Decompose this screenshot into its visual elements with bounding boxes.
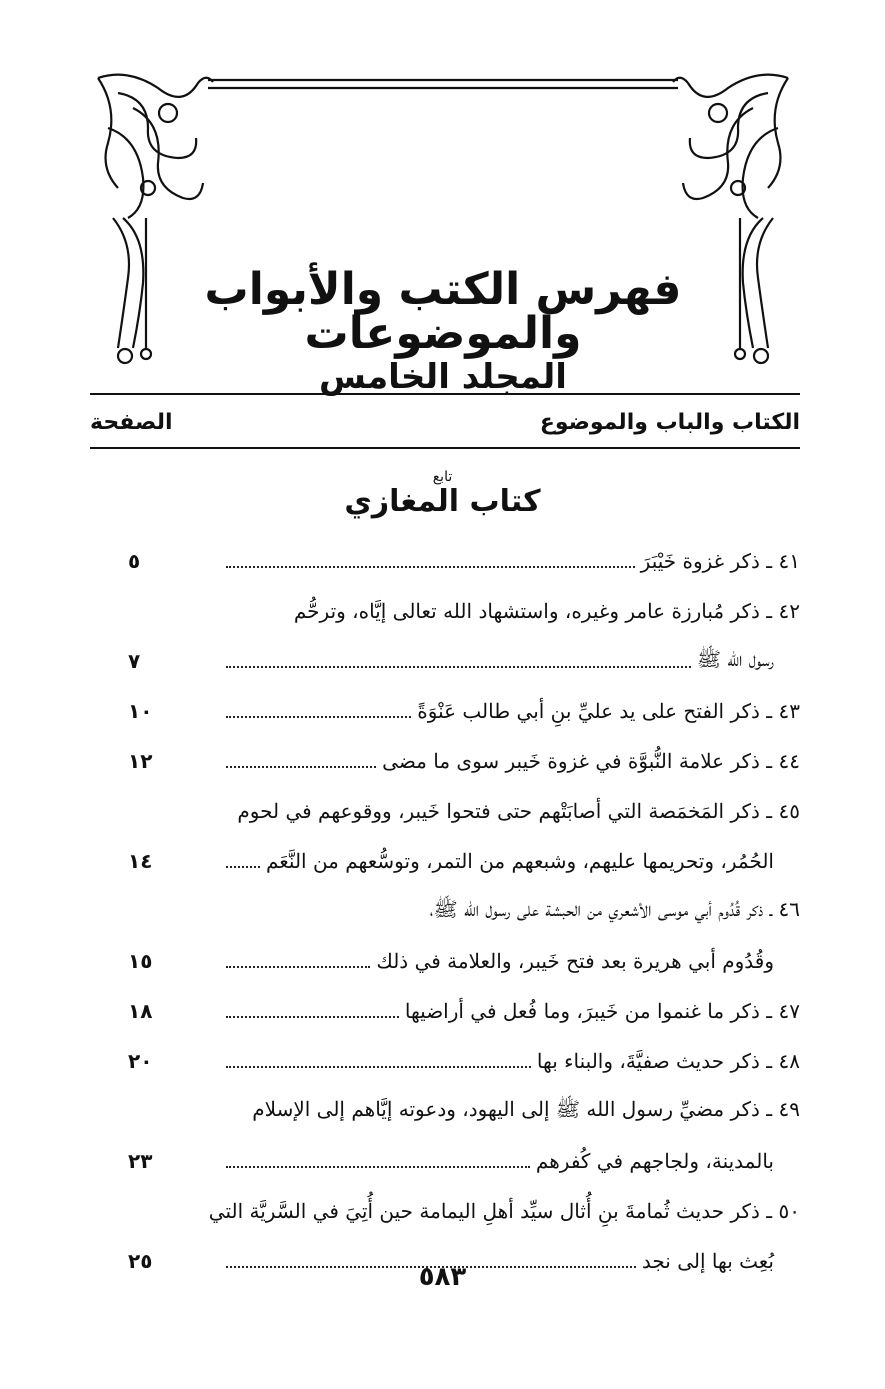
contents-line bbox=[90, 736, 800, 786]
contents-line-text: ٤١ ـ ذكر غزوة خَيْبَرَ bbox=[640, 549, 800, 573]
contents-line-text: ٤٨ ـ ذكر حديث صفيَّةَ، والبناء بها bbox=[536, 1049, 800, 1073]
contents-list bbox=[90, 536, 800, 1286]
contents-line bbox=[90, 686, 800, 736]
contents-line bbox=[90, 1036, 800, 1086]
contents-line bbox=[90, 786, 800, 836]
contents-line bbox=[90, 886, 800, 936]
contents-line-page: ١٢ bbox=[128, 749, 153, 773]
contents-line-page: ١٥ bbox=[128, 949, 153, 973]
dot-leader bbox=[226, 716, 411, 718]
contents-line-text: ٤٤ ـ ذكر علامة النُّبوَّة في غزوة خَيبر سوى ما مضى bbox=[382, 749, 800, 773]
page-title: فهرس الكتب والأبواب والموضوعات bbox=[204, 264, 682, 359]
contents-line-text: ٤٦ ـ ذكر قُدُوم أبي موسى الأشعري من الحبشة على رسول الله ﷺ، bbox=[429, 896, 800, 921]
contents-line-text: ٤٣ ـ ذكر الفتح على يد عليِّ بنِ أبي طالب عَنْوَةً bbox=[417, 699, 800, 723]
contents-line-page: ٢٣ bbox=[128, 1149, 153, 1173]
contents-line-page: ١٠ bbox=[128, 699, 153, 723]
contents-line-text: ٤٥ ـ ذكر المَخمَصة التي أصابَتْهم حتى فتحوا خَيبر، ووقوعهم في لحوم bbox=[237, 799, 800, 823]
contents-line bbox=[90, 1186, 800, 1236]
table-header bbox=[90, 404, 800, 440]
contents-line-page: ١٤ bbox=[128, 849, 153, 873]
contents-line bbox=[90, 636, 800, 686]
topic-column-header: الكتاب والباب والموضوع bbox=[539, 409, 800, 435]
contents-line bbox=[90, 586, 800, 636]
contents-line bbox=[90, 1086, 800, 1136]
contents-line bbox=[90, 536, 800, 586]
contents-line-page: ٢٥ bbox=[128, 1249, 153, 1273]
contents-line-text: بُعِث بها إلى نجد bbox=[641, 1249, 774, 1273]
book-heading bbox=[0, 470, 885, 520]
contents-line-page: ١٨ bbox=[128, 999, 153, 1023]
contents-line-text: ٥٠ ـ ذكر حديث ثُمامةَ بنِ أُثال سيِّد أهلِ اليمامة حين أُتِيَ في السَّريَّة التي bbox=[208, 1199, 800, 1223]
contents-line-text: ٤٢ ـ ذكر مُبارزة عامر وغيره، واستشهاد الله تعالى إيَّاه، وترحُّم bbox=[293, 599, 800, 623]
contents-line bbox=[90, 986, 800, 1036]
volume-subtitle: المجلد الخامس bbox=[319, 357, 567, 397]
contents-line-page: ٢٠ bbox=[128, 1049, 153, 1073]
dot-leader bbox=[226, 766, 376, 768]
contents-line bbox=[90, 936, 800, 986]
dot-leader bbox=[226, 1166, 530, 1168]
contents-line-page: ٥ bbox=[128, 549, 141, 573]
contents-line-text: وقُدُوم أبي هريرة بعد فتح خَيبر، والعلامة في ذلك bbox=[376, 949, 774, 973]
dot-leader bbox=[226, 966, 370, 968]
dot-leader bbox=[226, 666, 691, 668]
contents-line bbox=[90, 836, 800, 886]
dot-leader bbox=[226, 566, 635, 568]
dot-leader bbox=[226, 1066, 531, 1068]
ornamental-frame bbox=[88, 68, 798, 397]
dot-leader bbox=[226, 1016, 399, 1018]
contents-line-page: ٧ bbox=[128, 649, 141, 673]
book-heading-name: كتاب المغازي bbox=[344, 484, 541, 519]
contents-line-text: بالمدينة، ولجاجهم في كُفرهم bbox=[535, 1149, 774, 1173]
header-bottom-rule bbox=[90, 447, 800, 449]
book-heading-label: تابع bbox=[432, 469, 453, 485]
page-number: ٥٨٣ bbox=[418, 1262, 467, 1292]
page-column-header: الصفحة bbox=[90, 409, 173, 435]
contents-line-text: رسول الله ﷺ bbox=[696, 646, 774, 671]
contents-line-text: ٤٩ ـ ذكر مضيِّ رسول الله ﷺ إلى اليهود، ودعوته إيَّاهم إلى الإسلام bbox=[252, 1096, 800, 1121]
header-top-rule bbox=[90, 393, 800, 395]
dot-leader bbox=[226, 866, 260, 868]
contents-line-text: ٤٧ ـ ذكر ما غنموا من خَيبرَ، وما فُعل في أراضيها bbox=[404, 999, 800, 1023]
contents-line bbox=[90, 1136, 800, 1186]
contents-line-text: الحُمُر، وتحريمها عليهم، وشبعهم من التمر، وتوسُّعهم من النَّعَم bbox=[265, 849, 774, 873]
